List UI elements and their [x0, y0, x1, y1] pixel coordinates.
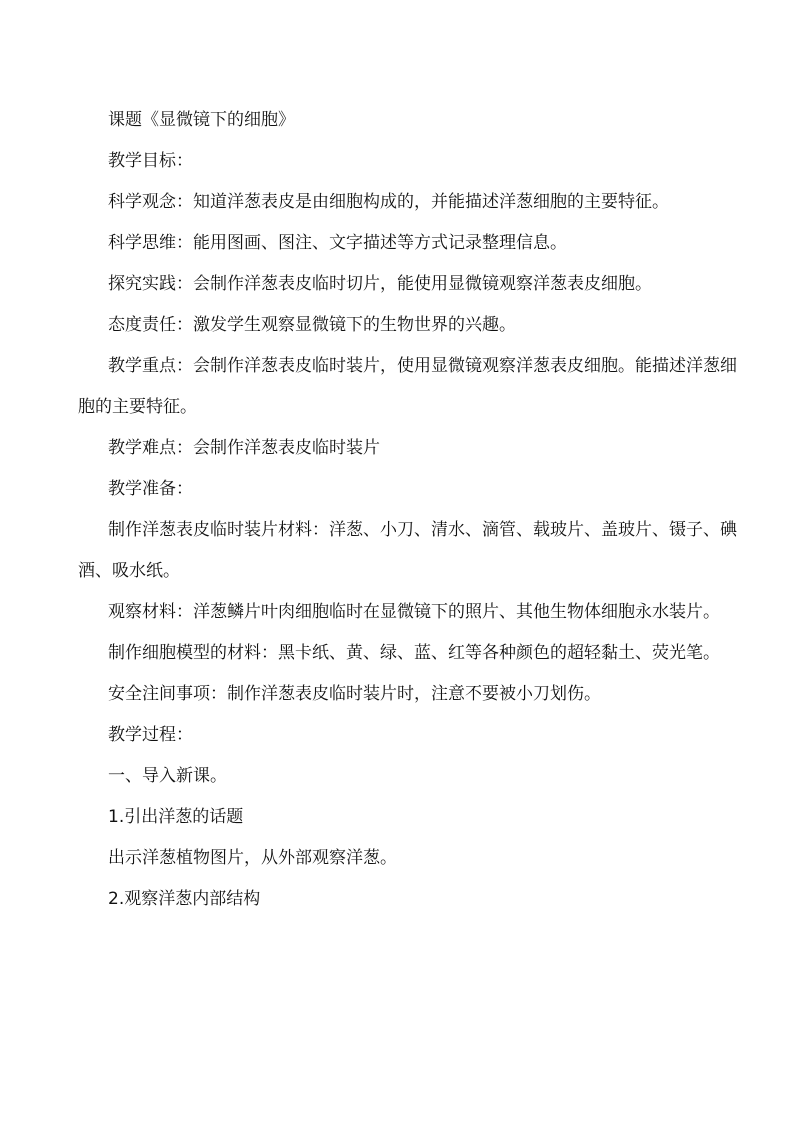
goal-inquiry-practice: 探究实践：会制作洋葱表皮临时切片，能使用显微镜观察洋葱表皮细胞。	[108, 274, 652, 294]
step-2-heading: 2.观察洋葱内部结构	[108, 889, 261, 909]
observation-materials: 观察材料：洋葱鳞片叶肉细胞临时在显微镜下的照片、其他生物体细胞永水装片。	[108, 602, 720, 622]
slide-materials: 制作洋葱表皮临时装片材料：洋葱、小刀、清水、滴管、载玻片、盖玻片、镊子、碘酒、吸水纸。	[78, 520, 737, 581]
teaching-difficulties: 教学难点：会制作洋葱表皮临时装片	[108, 438, 380, 458]
lesson-title: 课题《显微镜下的细胞》	[108, 110, 295, 130]
goal-scientific-concept: 科学观念：知道洋葱表皮是由细胞构成的，并能描述洋葱细胞的主要特征。	[108, 192, 669, 212]
cell-model-materials: 制作细胞模型的材料：黑卡纸、黄、绿、蓝、红等各种颜色的超轻黏土、荧光笔。	[108, 643, 720, 663]
step-1-heading: 1.引出洋葱的话题	[108, 807, 244, 827]
goal-attitude-responsibility: 态度责任：激发学生观察显微镜下的生物世界的兴趣。	[108, 315, 516, 335]
teaching-preparation-heading: 教学准备：	[108, 479, 193, 499]
section-introduction: 一、导入新课。	[108, 766, 227, 786]
goal-scientific-thinking: 科学思维：能用图画、图注、文字描述等方式记录整理信息。	[108, 233, 567, 253]
teaching-process-heading: 教学过程：	[108, 725, 193, 745]
teaching-goals-heading: 教学目标：	[108, 151, 193, 171]
teaching-key-points: 教学重点：会制作洋葱表皮临时装片，使用显微镜观察洋葱表皮细胞。能描述洋葱细胞的主要特征。	[78, 356, 737, 417]
document-body	[78, 100, 738, 920]
safety-notes: 安全注间事项：制作洋葱表皮临时装片时，注意不要被小刀划伤。	[108, 684, 601, 704]
step-1-text: 出示洋葱植物图片，从外部观察洋葱。	[108, 848, 397, 868]
